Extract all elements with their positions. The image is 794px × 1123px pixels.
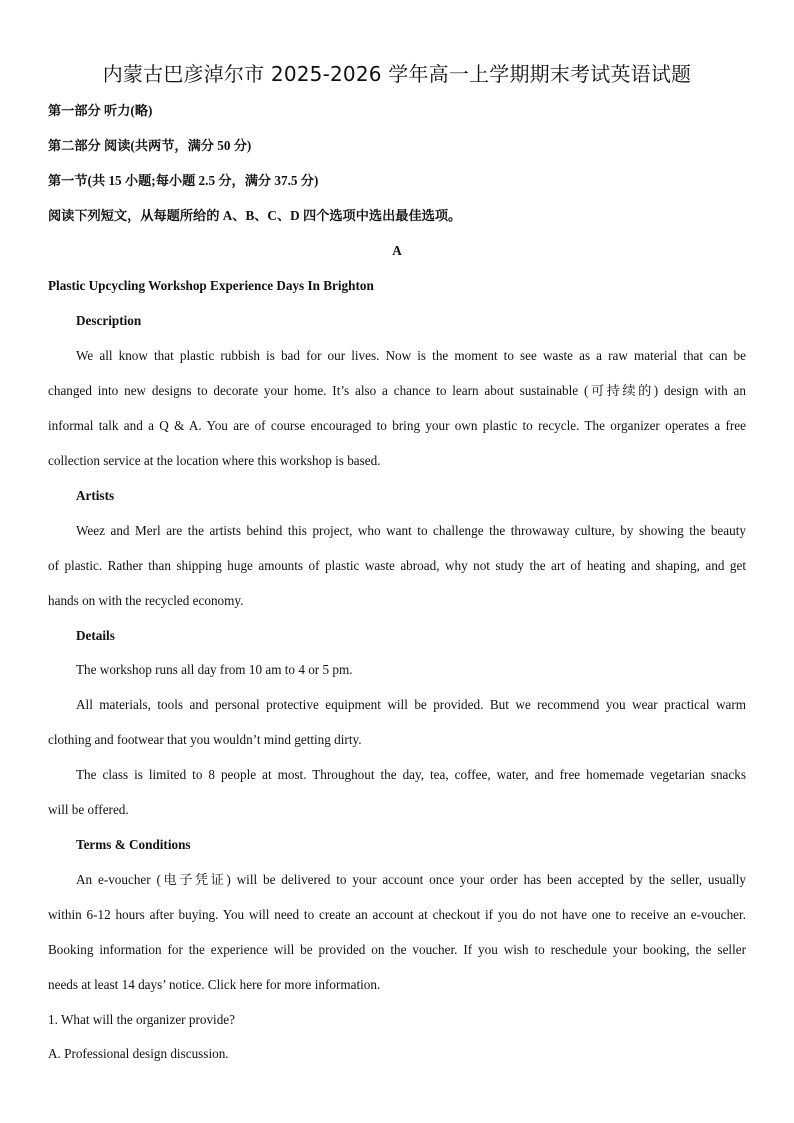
passage-letter: A xyxy=(392,243,402,258)
paragraph-line: of plastic. Rather than shipping huge amounts of plastic waste abroad, why not study the art of heating and shaping, and get xyxy=(48,558,746,573)
description-heading: Description xyxy=(76,313,142,328)
instruction-text: 阅读下列短文，从每题所给的 A、B、C、D 四个选项中选出最佳选项。 xyxy=(48,208,462,223)
paragraph-line: collection service at the location where this workshop is based. xyxy=(48,453,381,468)
paragraph-line: within 6-12 hours after buying. You will need to create an account at checkout if you do not have one to receive an e-voucher. xyxy=(48,907,746,922)
paragraph-line: The class is limited to 8 people at most. Throughout the day, tea, coffee, water, and free homemade vegetarian snacks xyxy=(76,767,746,782)
paragraph-line: clothing and footwear that you wouldn’t mind getting dirty. xyxy=(48,732,362,747)
details-heading: Details xyxy=(76,628,115,643)
paragraph-line: informal talk and a Q & A. You are of course encouraged to bring your own plastic to recycle. The organizer operates a free xyxy=(48,418,746,433)
paragraph-line: Booking information for the experience will be provided on the voucher. If you wish to reschedule your booking, the seller xyxy=(48,942,746,957)
paragraph-line: will be offered. xyxy=(48,802,129,817)
paragraph-line: All materials, tools and personal protective equipment will be provided. But we recommend you wear practical warm xyxy=(76,697,746,712)
exam-title: 内蒙古巴彦淖尔市 2025-2026 学年高一上学期期末考试英语试题 xyxy=(102,62,692,86)
paragraph-line: hands on with the recycled economy. xyxy=(48,593,244,608)
section1-heading: 第一节(共 15 小题;每小题 2.5 分，满分 37.5 分) xyxy=(48,173,319,188)
part1-heading: 第一部分 听力(略) xyxy=(48,103,153,118)
part2-heading: 第二部分 阅读(共两节，满分 50 分) xyxy=(48,138,252,153)
artists-heading: Artists xyxy=(76,488,115,503)
paragraph-line: An e-voucher (电子凭证) will be delivered to your account once your order has been accepted by the seller, usually xyxy=(76,872,746,887)
paragraph-line: changed into new designs to decorate your home. It’s also a chance to learn about sustainable (可持续的) design with an xyxy=(48,383,746,398)
paragraph-line: We all know that plastic rubbish is bad for our lives. Now is the moment to see waste as a raw material that can be xyxy=(76,348,746,363)
terms-heading: Terms & Conditions xyxy=(76,837,191,852)
question-1-option-a: A. Professional design discussion. xyxy=(48,1046,229,1061)
question-1: 1. What will the organizer provide? xyxy=(48,1012,236,1027)
paragraph-line: needs at least 14 days’ notice. Click here for more information. xyxy=(48,977,381,992)
paragraph-line: The workshop runs all day from 10 am to 4 or 5 pm. xyxy=(76,662,353,677)
paragraph-line: Weez and Merl are the artists behind this project, who want to challenge the throwaway culture, by showing the beauty xyxy=(76,523,746,538)
passage-title: Plastic Upcycling Workshop Experience Days In Brighton xyxy=(48,278,374,293)
